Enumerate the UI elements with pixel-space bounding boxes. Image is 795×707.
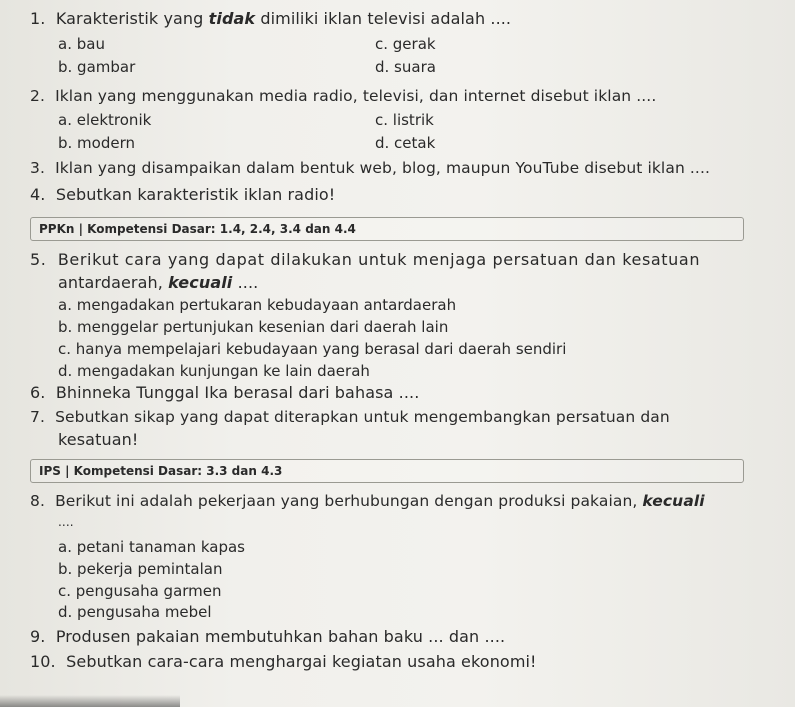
question-6: [30, 383, 419, 403]
question-text: ....: [232, 273, 259, 292]
option-c: c. hanya mempelajari kebudayaan yang berasal dari daerah sendiri: [58, 340, 567, 358]
question-text: Sebutkan sikap yang dapat diterapkan untuk mengembangkan persatuan dan: [55, 408, 670, 426]
question-text: Sebutkan karakteristik iklan radio!: [55, 185, 336, 204]
question-2: [30, 86, 656, 106]
option-a: a. bau: [58, 35, 105, 53]
option-d: d. mengadakan kunjungan ke lain daerah: [58, 362, 370, 380]
option-b: b. modern: [58, 134, 136, 152]
question-text: dimiliki iklan televisi adalah ....: [255, 9, 512, 28]
option-d: d. pengusaha mebel: [58, 603, 212, 621]
question-number: 10.: [30, 652, 56, 671]
question-number: 7.: [30, 408, 45, 426]
question-text: antardaerah,: [58, 273, 169, 292]
question-emphasis: tidak: [208, 9, 256, 28]
question-number: 8.: [30, 492, 45, 510]
section-header-label: PPKn | Kompetensi Dasar: 1.4, 2.4, 3.4 dan 4.4: [39, 222, 356, 236]
question-number: 5.: [30, 250, 47, 269]
ips-section-header: [30, 459, 744, 483]
option-b: b. menggelar pertunjukan kesenian dari daerah lain: [58, 318, 449, 336]
question-text: Produsen pakaian membutuhkan bahan baku ... dan ....: [55, 627, 506, 646]
question-emphasis: kecuali: [642, 492, 705, 510]
question-text: Bhinneka Tunggal Ika berasal dari bahasa ....: [55, 383, 420, 402]
option-a: a. mengadakan pertukaran kebudayaan antardaerah: [58, 296, 457, 314]
question-5: [30, 250, 700, 270]
question-3: [30, 158, 710, 178]
question-7-line-2: kesatuan!: [58, 430, 139, 449]
question-1: [30, 9, 511, 29]
option-b: b. gambar: [58, 58, 136, 76]
question-9: [30, 627, 505, 647]
option-c: c. listrik: [375, 111, 434, 129]
question-emphasis: kecuali: [168, 273, 233, 292]
question-text: Berikut cara yang dapat dilakukan untuk menjaga persatuan dan kesatuan: [57, 250, 701, 269]
question-7: [30, 407, 670, 427]
question-number: 6.: [30, 383, 46, 402]
question-8: [30, 491, 705, 511]
question-text: Iklan yang disampaikan dalam bentuk web, blog, maupun YouTube disebut iklan ....: [55, 159, 710, 177]
option-c: c. gerak: [375, 35, 436, 53]
option-b: b. pekerja pemintalan: [58, 560, 223, 578]
question-text: Berikut ini adalah pekerjaan yang berhubungan dengan produksi pakaian,: [55, 492, 643, 510]
question-number: 4.: [30, 185, 46, 204]
ppkn-section-header: [30, 217, 744, 241]
option-d: d. cetak: [375, 134, 436, 152]
option-c: c. pengusaha garmen: [58, 582, 222, 600]
question-10: [30, 652, 537, 672]
question-number: 1.: [30, 9, 46, 28]
option-d: d. suara: [375, 58, 436, 76]
question-text: Karakteristik yang: [55, 9, 209, 28]
section-header-label: IPS | Kompetensi Dasar: 3.3 dan 4.3: [39, 464, 283, 478]
question-number: 9.: [30, 627, 46, 646]
question-number: 2.: [30, 87, 45, 105]
page-edge-shadow: [0, 695, 180, 707]
question-8-line-2: ....: [58, 515, 74, 529]
question-text: Sebutkan cara-cara menghargai kegiatan usaha ekonomi!: [66, 652, 537, 671]
question-number: 3.: [30, 159, 45, 177]
question-text: Iklan yang menggunakan media radio, televisi, dan internet disebut iklan ....: [55, 87, 657, 105]
option-a: a. petani tanaman kapas: [58, 538, 245, 556]
question-5-line-2: [58, 273, 258, 293]
question-4: [30, 185, 335, 205]
option-a: a. elektronik: [58, 111, 152, 129]
